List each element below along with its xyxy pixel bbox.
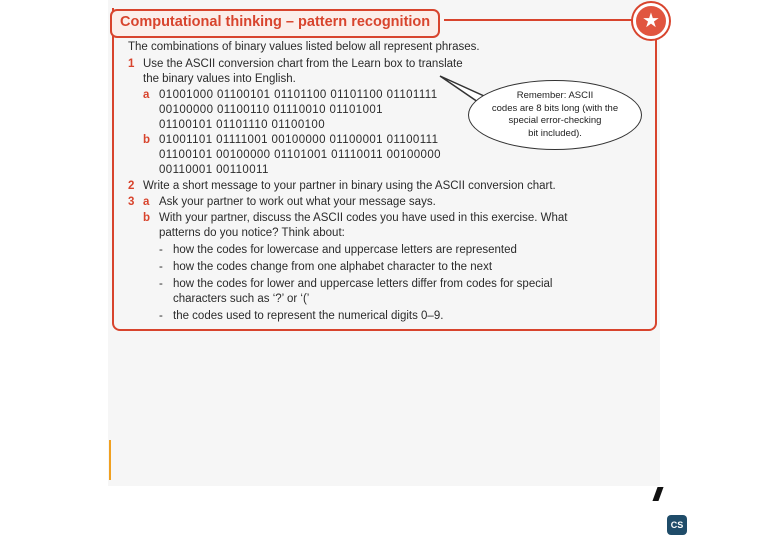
- q1a-label: a: [143, 89, 150, 101]
- page-edge-mark: [109, 440, 111, 480]
- q2-text: Write a short message to your partner in binary using the ASCII conversion chart.: [143, 180, 556, 192]
- q3b-text-line1: With your partner, discuss the ASCII codes you have used in this exercise. What: [159, 212, 568, 224]
- bullet-dash: -: [159, 244, 163, 256]
- q3a-text: Ask your partner to work out what your message says.: [159, 196, 436, 208]
- title-rule: [444, 19, 634, 21]
- section-title: Computational thinking – pattern recognition: [110, 9, 440, 38]
- q1b-binary-line: 01100101 00100000 01101001 01110011 00100000: [159, 149, 441, 161]
- q3b-text-line2: patterns do you notice? Think about:: [159, 227, 345, 239]
- q1b-binary-line: 01001101 01111001 00100000 01100001 01100111: [159, 134, 439, 146]
- q1a-binary-line: 00100000 01100110 01110010 01101001: [159, 104, 383, 116]
- q3b-label: b: [143, 212, 151, 224]
- q1-number: 1: [128, 58, 135, 70]
- bubble-line: codes are 8 bits long (with the: [491, 102, 619, 114]
- bubble-line: Remember: ASCII: [516, 90, 594, 101]
- q1a-binary-line: 01100101 01101110 01100100: [159, 119, 326, 131]
- q1b-label: b: [143, 134, 151, 146]
- bullet-dash: -: [159, 278, 163, 290]
- q2-number: 2: [128, 180, 135, 192]
- bullet-item: the codes used to represent the numerical digits 0–9.: [173, 310, 444, 322]
- star-icon: ★: [633, 3, 669, 39]
- q3a-label: a: [143, 196, 150, 208]
- bullet-item: how the codes for lower and uppercase letters differ from codes for special: [173, 278, 553, 290]
- q1-text-line2: the binary values into English.: [143, 73, 296, 85]
- q1a-binary-line: 01001000 01100101 01101100 01101100 01101111: [159, 89, 438, 101]
- reminder-bubble: [468, 80, 642, 150]
- bullet-item: how the codes change from one alphabet character to the next: [173, 261, 493, 273]
- bullet-item-continued: characters such as ‘?’ or ‘(’: [173, 293, 310, 305]
- bullet-dash: -: [159, 310, 163, 322]
- q3-number: 3: [128, 196, 135, 208]
- q1b-binary-line: 00110001 00110011: [159, 164, 269, 176]
- bullet-dash: -: [159, 261, 163, 273]
- bubble-line: special error-checking: [508, 115, 602, 126]
- q1-text-line1: Use the ASCII conversion chart from the Learn box to translate: [143, 58, 463, 70]
- scan-artifact: [652, 487, 663, 501]
- intro-text: The combinations of binary values listed below all represent phrases.: [128, 41, 480, 53]
- scanner-logo: CS: [667, 515, 687, 535]
- bubble-line: bit included).: [528, 127, 582, 139]
- bullet-item: how the codes for lowercase and uppercase letters are represented: [173, 244, 517, 256]
